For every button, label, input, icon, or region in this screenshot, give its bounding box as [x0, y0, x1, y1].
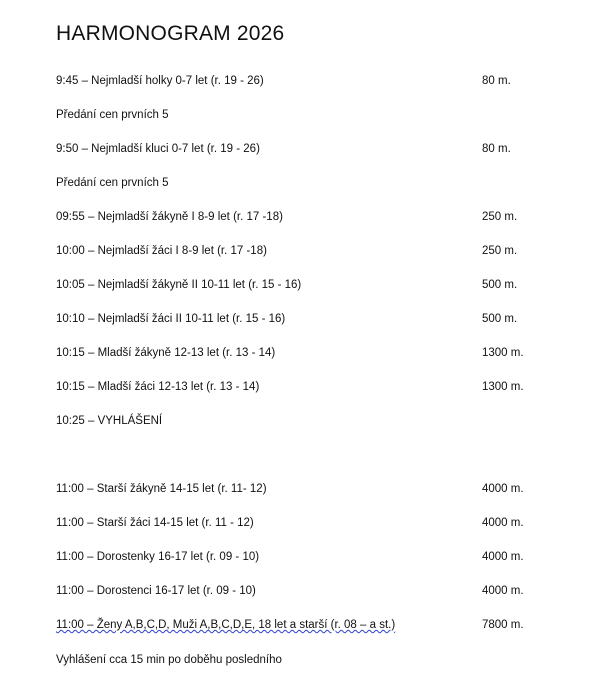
race-label-text: 11:00 – Ženy A,B,C,D, Muži A,B,C,D,E, 18 let a starší (r. 08 – a st.)	[56, 619, 396, 631]
table-row	[56, 98, 552, 132]
table-row	[56, 506, 552, 540]
race-label: 11:00 – Starší žáci 14-15 let (r. 11 - 12)	[56, 517, 254, 529]
race-label: 11:00 – Starší žákyně 14-15 let (r. 11- 12)	[56, 483, 267, 495]
ceremony-label: 10:25 – VYHLÁŠENÍ	[56, 415, 163, 427]
race-distance	[482, 404, 552, 438]
table-row	[56, 302, 552, 336]
table-row	[56, 166, 552, 200]
race-distance: 4000 m.	[482, 551, 524, 563]
race-label: 09:55 – Nejmladší žákyně I 8-9 let (r. 17 -18)	[56, 211, 283, 223]
table-row	[56, 268, 552, 302]
table-row	[56, 540, 552, 574]
race-label: 10:15 – Mladší žákyně 12-13 let (r. 13 - 14)	[56, 347, 276, 359]
table-row	[56, 370, 552, 404]
footnote: Vyhlášení cca 15 min po doběhu posledního	[56, 654, 282, 666]
empty-label	[56, 438, 482, 472]
race-label: 9:50 – Nejmladší kluci 0-7 let (r. 19 - 26)	[56, 143, 260, 155]
race-distance	[482, 166, 552, 200]
race-distance: 1300 m.	[482, 347, 524, 359]
race-distance: 250 m.	[482, 245, 518, 257]
table-row-spacer	[56, 438, 552, 472]
race-distance: 4000 m.	[482, 483, 524, 495]
table-row	[56, 132, 552, 166]
table-row	[56, 200, 552, 234]
race-label: 10:00 – Nejmladší žáci I 8-9 let (r. 17 -18)	[56, 245, 267, 257]
table-row	[56, 64, 552, 98]
schedule-table	[56, 64, 552, 642]
race-distance: 1300 m.	[482, 381, 524, 393]
race-note: Předání cen prvních 5	[56, 109, 169, 121]
race-label: 10:15 – Mladší žáci 12-13 let (r. 13 - 14)	[56, 381, 260, 393]
race-label: 10:10 – Nejmladší žáci II 10-11 let (r. 15 - 16)	[56, 313, 286, 325]
race-distance: 4000 m.	[482, 517, 524, 529]
race-distance: 500 m.	[482, 313, 518, 325]
race-distance: 7800 m.	[482, 619, 524, 631]
race-label: 9:45 – Nejmladší holky 0-7 let (r. 19 - 26)	[56, 75, 264, 87]
race-label: 10:05 – Nejmladší žákyně II 10-11 let (r. 15 - 16)	[56, 279, 302, 291]
race-label: 11:00 – Dorostenci 16-17 let (r. 09 - 10)	[56, 585, 256, 597]
table-row	[56, 574, 552, 608]
race-distance: 4000 m.	[482, 585, 524, 597]
table-row	[56, 608, 552, 642]
race-distance: 80 m.	[482, 75, 511, 87]
race-distance: 250 m.	[482, 211, 518, 223]
race-label: 11:00 – Dorostenky 16-17 let (r. 09 - 10)	[56, 551, 260, 563]
race-distance: 500 m.	[482, 279, 518, 291]
empty-distance	[482, 438, 552, 472]
table-row	[56, 472, 552, 506]
race-note: Předání cen prvních 5	[56, 177, 169, 189]
table-row	[56, 404, 552, 438]
race-label	[56, 608, 482, 642]
race-distance: 80 m.	[482, 143, 511, 155]
table-row	[56, 234, 552, 268]
schedule-table-body	[56, 64, 552, 642]
table-row	[56, 336, 552, 370]
race-distance	[482, 98, 552, 132]
page-title: HARMONOGRAM 2026	[56, 22, 285, 45]
